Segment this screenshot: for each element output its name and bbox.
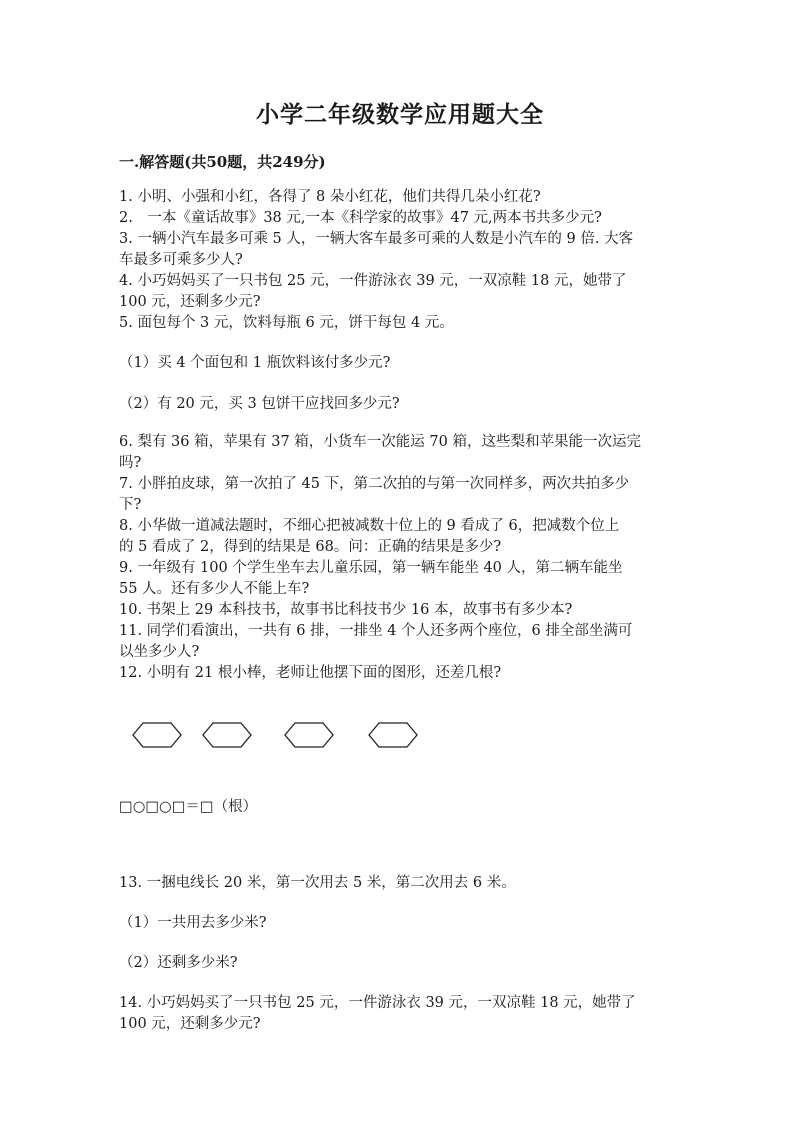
question-8-line-1: 8. 小华做一道减法题时，不细心把被减数十位上的 9 看成了 6，把减数个位上 xyxy=(119,518,620,534)
question-4-line-2: 100 元，还剩多少元? xyxy=(119,294,261,310)
question-10-line-1: 10. 书架上 29 本科技书，故事书比科技书少 16 本，故事书有多少本? xyxy=(119,602,573,618)
question-5-line-1: 5. 面包每个 3 元，饮料每瓶 6 元，饼干每包 4 元。 xyxy=(119,315,454,331)
question-9-line-2: 55 人。还有多少人不能上车? xyxy=(119,581,310,597)
question-14-line-2: 100 元，还剩多少元? xyxy=(119,1016,261,1032)
question-3-line-2: 车最多可乘多少人? xyxy=(119,252,243,268)
hexagon-figure-4 xyxy=(367,720,419,750)
hexagon-figure-1 xyxy=(131,720,183,750)
question-12-answer-template: □○□○□＝□（根） xyxy=(119,799,258,815)
question-11-line-2: 以坐多少人? xyxy=(119,644,200,660)
question-5-sub-2: （2）有 20 元，买 3 包饼干应找回多少元? xyxy=(119,396,400,412)
hexagon-figure-3 xyxy=(283,720,335,750)
question-13-sub-1: （1）一共用去多少米? xyxy=(119,915,267,931)
question-7-line-2: 下? xyxy=(119,497,142,513)
question-2-line-1: 2. 一本《童话故事》38 元,一本《科学家的故事》47 元,两本书共多少元? xyxy=(119,210,602,226)
question-9-line-1: 9. 一年级有 100 个学生坐车去儿童乐园，第一辆车能坐 40 人，第二辆车能坐 xyxy=(119,560,623,576)
question-3-line-1: 3. 一辆小汽车最多可乘 5 人，一辆大客车最多可乘的人数是小汽车的 9 倍. 大客 xyxy=(119,231,634,247)
page-title: 小学二年级数学应用题大全 xyxy=(256,101,544,128)
question-8-line-2: 的 5 看成了 2，得到的结果是 68。问：正确的结果是多少? xyxy=(119,539,502,555)
question-12-line-1: 12. 小明有 21 根小棒，老师让他摆下面的图形，还差几根? xyxy=(119,665,502,681)
question-6-line-2: 吗? xyxy=(119,455,142,471)
question-1-line-1: 1. 小明、小强和小红，各得了 8 朵小红花，他们共得几朵小红花? xyxy=(119,189,541,205)
question-11-line-1: 11. 同学们看演出，一共有 6 排，一排坐 4 个人还多两个座位，6 排全部坐满可 xyxy=(119,623,633,639)
question-14-line-1: 14. 小巧妈妈买了一只书包 25 元，一件游泳衣 39 元，一双凉鞋 18 元，她带了 xyxy=(119,995,636,1011)
question-6-line-1: 6. 梨有 36 箱，苹果有 37 箱，小货车一次能运 70 箱，这些梨和苹果能一次运完 xyxy=(119,434,641,450)
question-7-line-1: 7. 小胖拍皮球，第一次拍了 45 下，第二次拍的与第一次同样多，两次共拍多少 xyxy=(119,476,630,492)
question-4-line-1: 4. 小巧妈妈买了一只书包 25 元，一件游泳衣 39 元，一双凉鞋 18 元，她带了 xyxy=(119,273,627,289)
question-13-sub-2: （2）还剩多少米? xyxy=(119,955,238,971)
question-13-line-1: 13. 一捆电线长 20 米，第一次用去 5 米，第二次用去 6 米。 xyxy=(119,875,516,891)
hexagon-figure-2 xyxy=(201,720,253,750)
question-5-sub-1: （1）买 4 个面包和 1 瓶饮料该付多少元? xyxy=(119,355,391,371)
hexagon-figures xyxy=(125,720,445,754)
section-heading: 一.解答题(共50题，共249分) xyxy=(119,153,326,171)
